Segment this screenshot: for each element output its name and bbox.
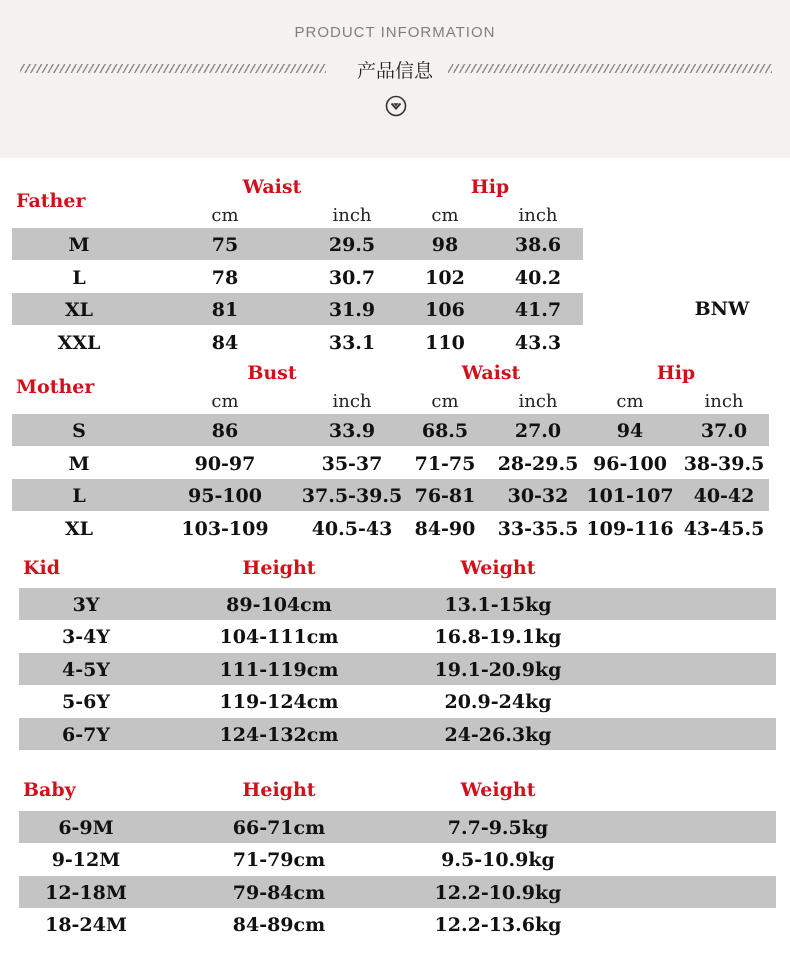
size-cell: M: [68, 453, 90, 475]
kid-header-height: Height: [242, 557, 316, 579]
size-cell: 4-5Y: [62, 659, 110, 681]
table-cell: 78: [211, 267, 239, 289]
size-cell: 5-6Y: [62, 691, 110, 713]
table-cell: 66-71cm: [232, 817, 326, 839]
table-cell: 84-90: [414, 518, 476, 540]
size-cell: XL: [64, 299, 94, 321]
baby-header-weight: Weight: [460, 779, 536, 801]
table-cell: 96-100: [593, 453, 667, 475]
table-cell: 40.2: [514, 267, 562, 289]
table-cell: 76-81: [414, 485, 476, 507]
baby-header-height: Height: [242, 779, 316, 801]
header-title-en: PRODUCT INFORMATION: [294, 24, 496, 41]
product-info-header: [0, 0, 790, 158]
table-cell: 43.3: [514, 332, 562, 354]
unit-label: inch: [518, 391, 558, 412]
table-cell: 71-75: [414, 453, 476, 475]
table-cell: 33-35.5: [497, 518, 579, 540]
size-cell: M: [68, 234, 90, 256]
table-cell: 30-32: [507, 485, 569, 507]
unit-label: inch: [704, 391, 744, 412]
unit-label: cm: [616, 391, 644, 412]
size-cell: S: [72, 420, 86, 442]
table-cell: 71-79cm: [232, 849, 326, 871]
table-cell: 12.2-10.9kg: [434, 882, 562, 904]
father-label: Father: [16, 190, 86, 212]
mother-group-header: Bust: [247, 362, 297, 384]
size-cell: 9-12M: [51, 849, 121, 871]
table-cell: 124-132cm: [219, 724, 339, 746]
size-cell: 6-9M: [58, 817, 114, 839]
unit-label: cm: [211, 205, 239, 226]
size-cell: 12-18M: [45, 882, 127, 904]
table-cell: 94: [616, 420, 644, 442]
table-cell: 79-84cm: [232, 882, 326, 904]
size-cell: 3Y: [72, 594, 100, 616]
father-group-header: Waist: [242, 176, 302, 198]
hatch-divider-left: [20, 64, 326, 73]
table-cell: 13.1-15kg: [444, 594, 552, 616]
size-cell: L: [72, 485, 86, 507]
unit-label: inch: [332, 205, 372, 226]
kid-header-weight: Weight: [460, 557, 536, 579]
table-cell: 84-89cm: [232, 914, 326, 936]
table-cell: 43-45.5: [683, 518, 765, 540]
table-cell: 16.8-19.1kg: [434, 626, 562, 648]
unit-label: cm: [211, 391, 239, 412]
kid-label: Kid: [23, 557, 61, 579]
unit-label: cm: [431, 205, 459, 226]
mother-group-header: Hip: [656, 362, 696, 384]
table-cell: 19.1-20.9kg: [434, 659, 562, 681]
table-cell: 31.9: [328, 299, 376, 321]
table-cell: 84: [211, 332, 239, 354]
table-cell: 30.7: [328, 267, 376, 289]
table-cell: 109-116: [586, 518, 674, 540]
table-cell: 75: [211, 234, 239, 256]
chevron-down-circle-icon: [385, 95, 407, 117]
table-cell: 20.9-24kg: [444, 691, 552, 713]
table-cell: 29.5: [328, 234, 376, 256]
unit-label: inch: [518, 205, 558, 226]
father-note: BNW: [694, 298, 750, 320]
size-cell: 18-24M: [45, 914, 127, 936]
table-cell: 27.0: [514, 420, 562, 442]
table-cell: 40-42: [693, 485, 755, 507]
size-cell: 3-4Y: [62, 626, 110, 648]
table-cell: 40.5-43: [311, 518, 393, 540]
size-cell: L: [72, 267, 86, 289]
table-cell: 104-111cm: [219, 626, 339, 648]
table-cell: 38-39.5: [683, 453, 765, 475]
table-cell: 90-97: [194, 453, 256, 475]
table-cell: 102: [425, 267, 465, 289]
table-cell: 33.9: [328, 420, 376, 442]
mother-group-header: Waist: [461, 362, 521, 384]
table-cell: 37.0: [700, 420, 748, 442]
mother-label: Mother: [16, 376, 95, 398]
hatch-divider-right: [448, 64, 772, 73]
table-cell: 81: [211, 299, 239, 321]
table-cell: 7.7-9.5kg: [447, 817, 549, 839]
size-cell: XXL: [57, 332, 101, 354]
table-cell: 98: [431, 234, 459, 256]
table-cell: 119-124cm: [219, 691, 339, 713]
table-cell: 86: [211, 420, 239, 442]
table-cell: 110: [425, 332, 465, 354]
table-cell: 24-26.3kg: [444, 724, 552, 746]
size-cell: XL: [64, 518, 94, 540]
table-cell: 28-29.5: [497, 453, 579, 475]
baby-label: Baby: [23, 779, 76, 801]
table-cell: 103-109: [181, 518, 269, 540]
table-cell: 9.5-10.9kg: [441, 849, 555, 871]
table-cell: 68.5: [421, 420, 469, 442]
unit-label: inch: [332, 391, 372, 412]
table-cell: 41.7: [514, 299, 562, 321]
size-cell: 6-7Y: [62, 724, 110, 746]
table-cell: 95-100: [188, 485, 262, 507]
table-cell: 106: [425, 299, 465, 321]
table-cell: 89-104cm: [226, 594, 332, 616]
table-cell: 111-119cm: [219, 659, 339, 681]
unit-label: cm: [431, 391, 459, 412]
header-title-cn: 产品信息: [356, 60, 433, 82]
table-cell: 38.6: [514, 234, 562, 256]
table-cell: 35-37: [321, 453, 383, 475]
table-cell: 12.2-13.6kg: [434, 914, 562, 936]
table-cell: 101-107: [586, 485, 674, 507]
table-cell: 37.5-39.5: [301, 485, 403, 507]
father-group-header: Hip: [470, 176, 510, 198]
table-cell: 33.1: [328, 332, 376, 354]
